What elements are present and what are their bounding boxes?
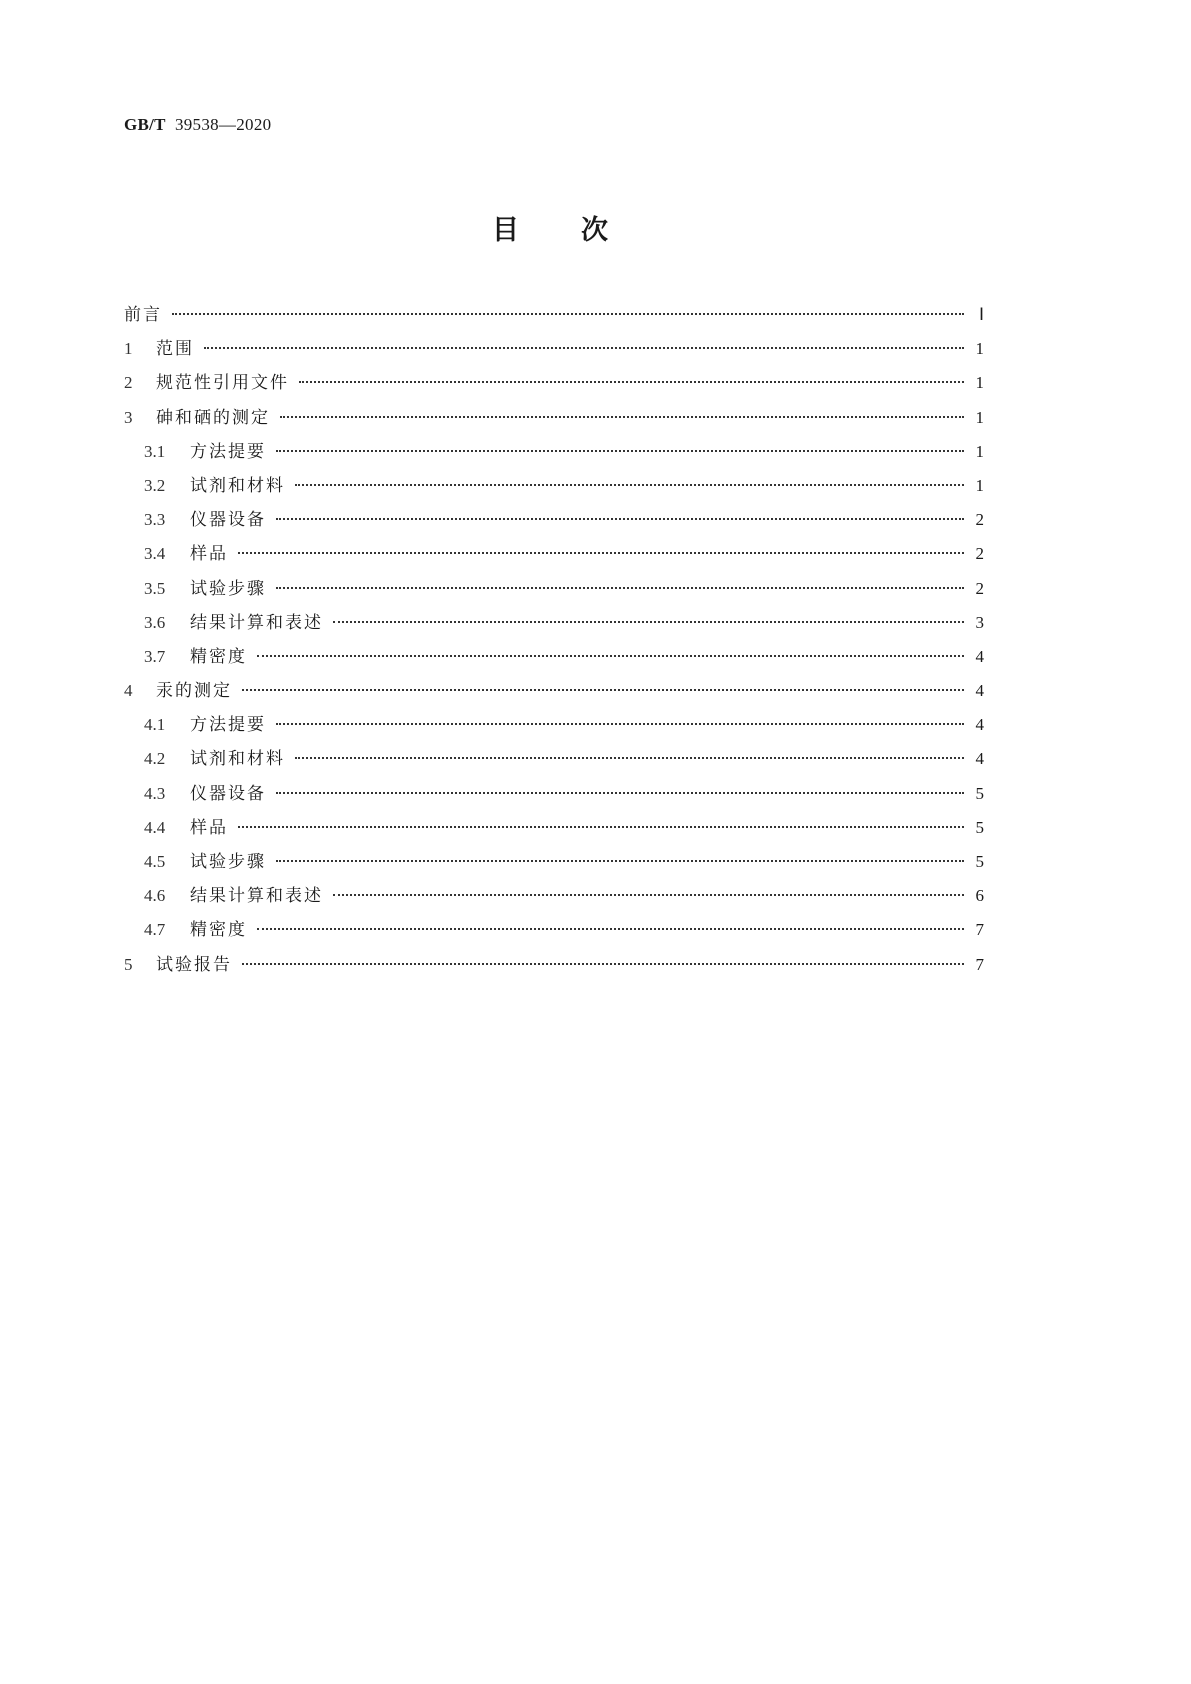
toc-entry-number: 3.7 bbox=[144, 646, 166, 666]
toc-entry-label: 试验报告 bbox=[156, 954, 232, 975]
toc-entry[interactable] bbox=[124, 334, 984, 368]
toc-entry-page: 3 bbox=[975, 612, 984, 632]
toc-dot-leader bbox=[242, 963, 964, 965]
toc-entry-label: 规范性引用文件 bbox=[156, 373, 289, 394]
toc-entry-number: 4.4 bbox=[144, 817, 166, 837]
toc-dot-leader bbox=[295, 757, 964, 759]
toc-entry-label: 前言 bbox=[124, 305, 162, 325]
toc-title bbox=[0, 208, 1100, 247]
toc-dot-leader bbox=[242, 689, 964, 691]
toc-entry-number: 3.3 bbox=[144, 510, 166, 530]
toc-entry-label: 砷和硒的测定 bbox=[156, 407, 270, 428]
toc-entry-page: 1 bbox=[975, 441, 984, 461]
toc-entry-number: 3.5 bbox=[144, 578, 166, 598]
toc-entry[interactable] bbox=[124, 779, 984, 813]
toc-entry[interactable] bbox=[124, 881, 984, 915]
toc-entry-page: 5 bbox=[975, 852, 984, 871]
toc-entry-number: 1 bbox=[124, 339, 133, 359]
toc-title-char-1: 目 bbox=[492, 215, 519, 246]
toc-dot-leader bbox=[257, 928, 964, 930]
toc-entry-label: 精密度 bbox=[190, 646, 247, 667]
toc-entry-page: 4 bbox=[975, 681, 984, 701]
toc-entry-page: 4 bbox=[975, 646, 984, 666]
toc-entry-label: 精密度 bbox=[190, 920, 247, 941]
toc-entry-label: 仪器设备 bbox=[190, 783, 266, 804]
toc-entry-label: 范围 bbox=[156, 339, 194, 360]
toc-entry-page: 7 bbox=[975, 920, 984, 940]
toc-entry-page: 4 bbox=[975, 715, 984, 735]
toc-entry-page: 2 bbox=[975, 544, 984, 564]
toc-entry-page: 5 bbox=[975, 817, 984, 837]
toc-entry-number: 3.6 bbox=[144, 612, 166, 632]
toc-entry[interactable] bbox=[124, 368, 984, 402]
toc-entry-page: Ⅰ bbox=[978, 305, 984, 324]
toc-dot-leader bbox=[276, 587, 964, 589]
standard-number bbox=[124, 115, 271, 135]
toc-entry-number: 4.6 bbox=[144, 886, 166, 906]
toc-dot-leader bbox=[295, 484, 964, 486]
toc-entry[interactable] bbox=[124, 676, 984, 710]
toc-entry-number: 4.1 bbox=[144, 715, 166, 735]
toc-dot-leader bbox=[172, 313, 964, 315]
toc-entry-page: 2 bbox=[975, 578, 984, 598]
toc-entry-number: 4.5 bbox=[144, 852, 166, 871]
toc-dot-leader bbox=[276, 792, 964, 794]
toc-entry-number: 4.3 bbox=[144, 783, 166, 803]
toc-entry-number: 5 bbox=[124, 954, 133, 974]
toc-entry-label: 方法提要 bbox=[190, 441, 266, 462]
toc-entry[interactable] bbox=[124, 642, 984, 676]
toc-entry-label: 试验步骤 bbox=[190, 578, 266, 599]
toc-entry-label: 试剂和材料 bbox=[190, 749, 285, 770]
toc-entry-number: 3.4 bbox=[144, 544, 166, 564]
toc-title-char-2: 次 bbox=[581, 215, 608, 246]
toc-entry-page: 1 bbox=[975, 373, 984, 393]
toc-entry[interactable] bbox=[124, 300, 984, 334]
toc-entry-page: 5 bbox=[975, 783, 984, 803]
toc-entry-number: 3.2 bbox=[144, 475, 166, 495]
toc-entry[interactable] bbox=[124, 437, 984, 471]
toc-entry-page: 7 bbox=[975, 954, 984, 974]
toc-entry-label: 样品 bbox=[190, 544, 228, 565]
toc-dot-leader bbox=[299, 381, 964, 383]
toc-entry-label: 试验步骤 bbox=[190, 852, 266, 872]
toc-entry-page: 1 bbox=[975, 339, 984, 359]
toc-dot-leader bbox=[333, 894, 964, 896]
toc-dot-leader bbox=[257, 655, 964, 657]
toc-dot-leader bbox=[276, 723, 964, 725]
toc-dot-leader bbox=[238, 826, 964, 828]
toc-entry-label: 样品 bbox=[190, 817, 228, 838]
toc-entry-page: 1 bbox=[975, 407, 984, 427]
toc-entry[interactable] bbox=[124, 950, 984, 984]
toc-entry-number: 4 bbox=[124, 681, 133, 701]
toc-entry-label: 方法提要 bbox=[190, 715, 266, 736]
standard-prefix: GB/T bbox=[124, 115, 166, 134]
toc-entry[interactable] bbox=[124, 574, 984, 608]
toc-entry[interactable] bbox=[124, 710, 984, 744]
toc-entry-label: 结果计算和表述 bbox=[190, 612, 323, 633]
toc-entry-number: 4.7 bbox=[144, 920, 166, 940]
toc-dot-leader bbox=[276, 860, 964, 862]
toc-dot-leader bbox=[276, 518, 964, 520]
toc-entry-label: 仪器设备 bbox=[190, 510, 266, 531]
toc-entry[interactable] bbox=[124, 744, 984, 778]
toc-dot-leader bbox=[280, 416, 964, 418]
toc-entry[interactable] bbox=[124, 915, 984, 949]
toc-entry-page: 1 bbox=[975, 475, 984, 495]
toc-entry[interactable] bbox=[124, 847, 984, 881]
toc-list bbox=[124, 300, 984, 984]
toc-dot-leader bbox=[333, 621, 964, 623]
toc-entry-number: 3 bbox=[124, 407, 133, 427]
toc-entry-page: 4 bbox=[975, 749, 984, 769]
toc-dot-leader bbox=[238, 552, 964, 554]
toc-entry[interactable] bbox=[124, 813, 984, 847]
standard-code: 39538—2020 bbox=[174, 115, 272, 134]
toc-entry[interactable] bbox=[124, 471, 984, 505]
toc-entry[interactable] bbox=[124, 608, 984, 642]
toc-entry-page: 6 bbox=[975, 886, 984, 906]
toc-entry-label: 汞的测定 bbox=[156, 681, 232, 702]
toc-entry-number: 3.1 bbox=[144, 441, 166, 461]
toc-entry-number: 4.2 bbox=[144, 749, 166, 769]
toc-dot-leader bbox=[276, 450, 964, 452]
toc-dot-leader bbox=[204, 347, 964, 349]
toc-entry-label: 试剂和材料 bbox=[190, 475, 285, 496]
toc-entry[interactable] bbox=[124, 505, 984, 539]
toc-entry-label: 结果计算和表述 bbox=[190, 886, 323, 907]
toc-entry[interactable] bbox=[124, 403, 984, 437]
toc-entry[interactable] bbox=[124, 539, 984, 573]
toc-entry-number: 2 bbox=[124, 373, 133, 393]
toc-entry-page: 2 bbox=[975, 510, 984, 530]
